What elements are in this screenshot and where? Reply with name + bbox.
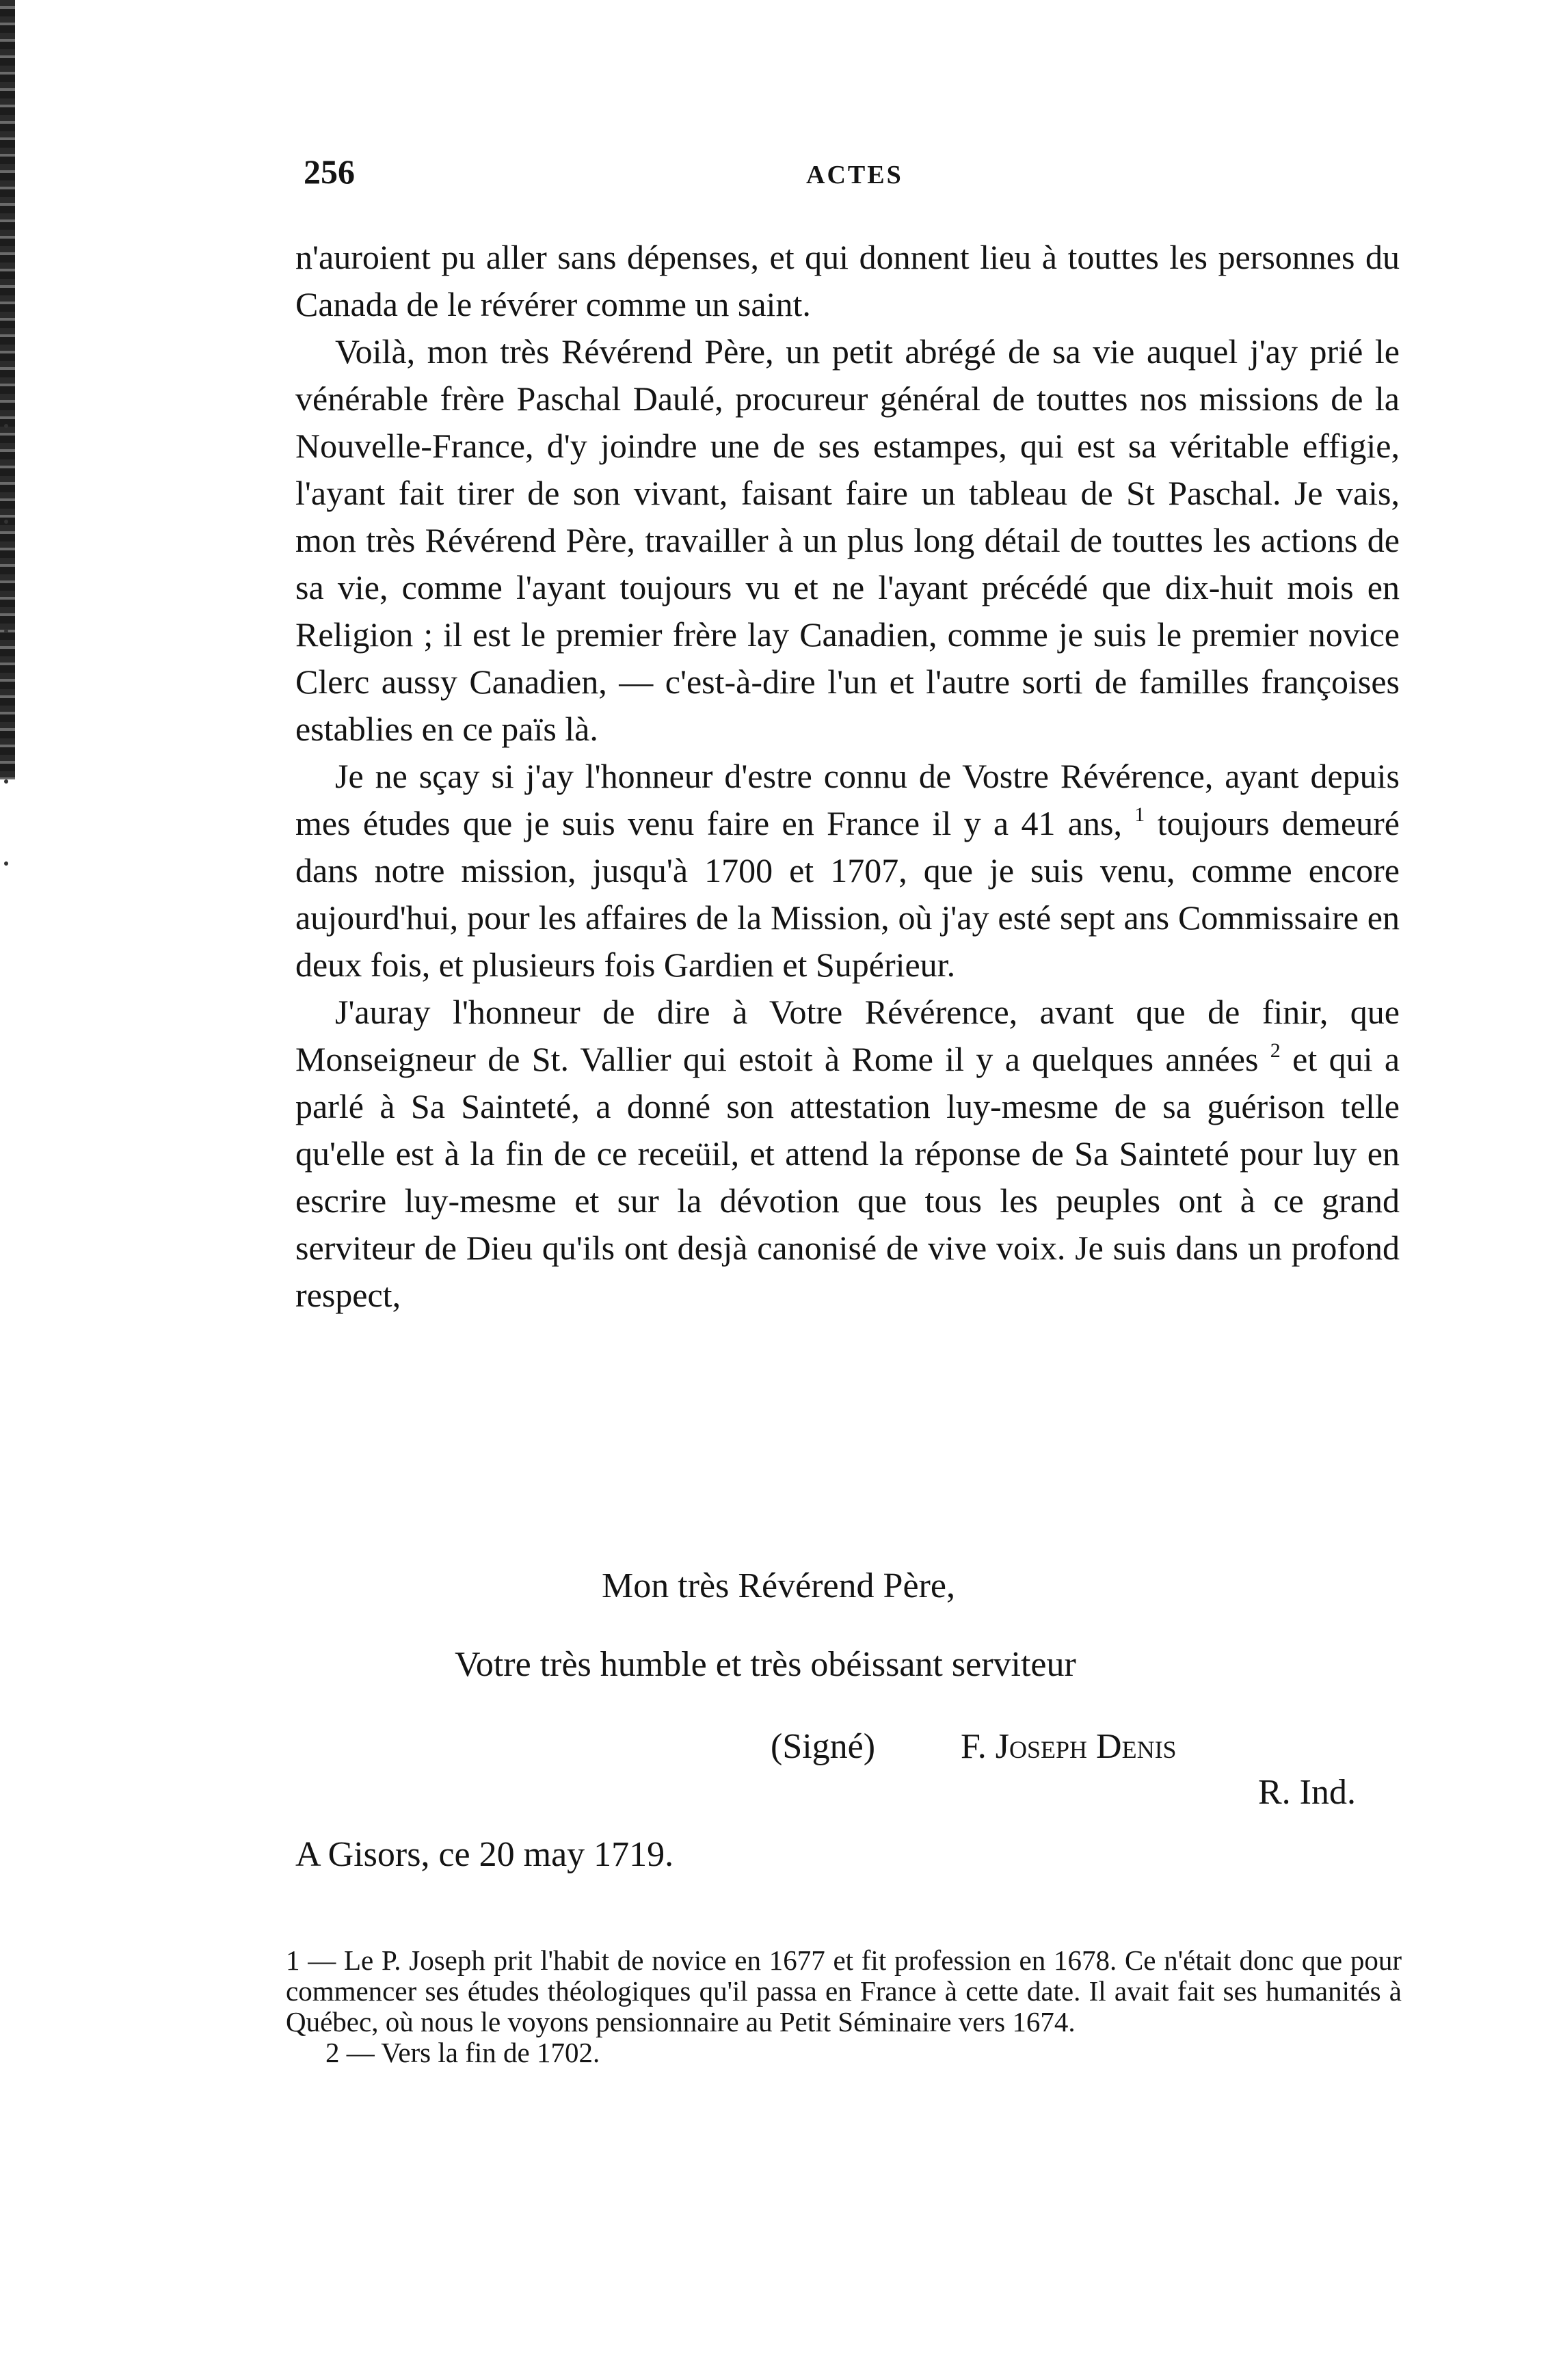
subscription-line: Votre très humble et très obéissant serviteur	[455, 1645, 1076, 1684]
running-title: ACTES	[806, 161, 903, 189]
paragraph-4	[295, 989, 1400, 1319]
paragraph-3-text-a: Je ne sçay si j'ay l'honneur d'estre connu de Vostre Révérence, ayant depuis mes études que je suis venu faire en France il y a 41 ans,	[295, 757, 1400, 842]
closing-salutation: Mon très Révérend Père,	[602, 1566, 955, 1605]
paragraph-1: n'auroient pu aller sans dépenses, et qui donnent lieu à touttes les personnes du Canada de le révérer comme un saint.	[295, 238, 1400, 323]
paragraph-3	[295, 753, 1400, 989]
paragraph-2: Voilà, mon très Révérend Père, un petit abrégé de sa vie auquel j'ay prié le vénérable frère Paschal Daulé, procureur général de touttes nos missions de la Nouvelle-France, d'y joindre une de ses estampes, qui est sa véritable effigie, l'ayant fait tirer de son vivant, faisant faire un tableau de St Paschal. Je vais, mon très Révérend Père, travailler à un plus long détail de touttes les actions de sa vie, comme l'ayant toujours vu et ne l'ayant précédé que dix-huit mois en Religion ; il est le premier frère lay Canadien, comme je suis le premier novice Clerc aussy Canadien, — c'est-à-dire l'un et l'autre sorti de familles françoises establies en ce païs là.	[295, 332, 1400, 748]
footnote-ref-1: 1	[1134, 803, 1145, 826]
footnotes	[286, 1945, 1402, 2068]
letter-body	[295, 234, 1400, 1319]
paragraph-4-text-b: et qui a parlé à Sa Sainteté, a donné son attestation luy-mesme de sa guérison telle qu'elle est à la fin de ce receüil, et attend la réponse de Sa Sainteté pour luy en escrire luy-mesme et sur la dévotion que tous les peuples ont à ce grand serviteur de Dieu qu'ils ont desjà canonisé de vive voix. Je suis dans un profond respect,	[295, 1040, 1400, 1314]
signer-name: F. Joseph Denis	[961, 1727, 1177, 1766]
running-header	[304, 152, 1404, 200]
paragraph-3-text-b: toujours demeuré dans notre mission, jusqu'à 1700 et 1707, que je suis venu, comme encore aujourd'hui, pour les affaires de la Mission, où j'ay esté sept ans Commissaire en deux fois, et plusieurs fois Gardien et Supérieur.	[295, 804, 1400, 984]
signed-note: (Signé)	[771, 1727, 876, 1766]
footnote-1: 1 — Le P. Joseph prit l'habit de novice en 1677 et fit profession en 1678. Ce n'était donc que pour commencer ses études théologiques qu'il passa en France à cette date. Il avait fait ses humanités à Québec, où nous le voyons pensionnaire au Petit Séminaire vers 1674.	[286, 1944, 1402, 2037]
religious-order: R. Ind.	[1258, 1773, 1356, 1812]
page-number: 256	[304, 152, 355, 191]
paragraph-4-text-a: J'auray l'honneur de dire à Votre Révérence, avant que de finir, que Monseigneur de St. Vallier qui estoit à Rome il y a quelques années	[295, 993, 1400, 1078]
scan-margin-marks	[4, 424, 14, 902]
footnote-2: 2 — Vers la fin de 1702.	[325, 2037, 600, 2068]
footnote-ref-2: 2	[1270, 1039, 1281, 1062]
dateline: A Gisors, ce 20 may 1719.	[295, 1835, 674, 1874]
